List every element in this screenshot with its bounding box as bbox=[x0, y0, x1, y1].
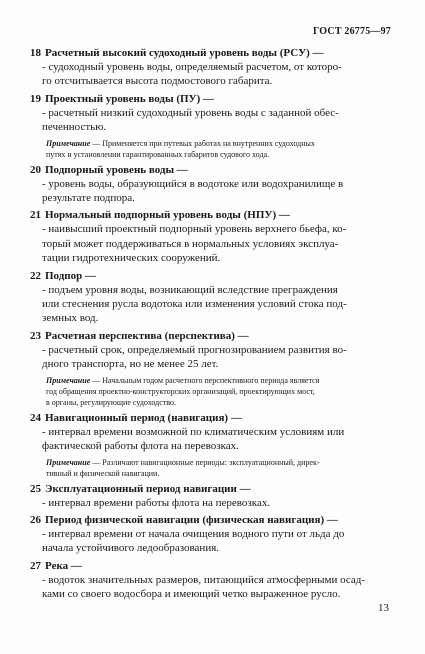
term-heading bbox=[30, 269, 394, 283]
term-title: Подпор — bbox=[45, 269, 97, 282]
definition-line: - интервал времени работы флота на перевозках. bbox=[42, 496, 271, 509]
term-number: 24 bbox=[30, 411, 41, 424]
definition-line: - интервал времени от начала очищения водного пути от льда до bbox=[42, 527, 345, 540]
definition-line: дного транспорта, но не менее 25 лет. bbox=[42, 358, 219, 371]
term-title: Период физической навигации (физическая навигация) — bbox=[45, 513, 338, 526]
term-heading bbox=[30, 92, 394, 106]
term-number: 22 bbox=[30, 269, 41, 282]
note-label: Примечание bbox=[46, 375, 91, 385]
term-heading bbox=[30, 513, 394, 527]
term-title: Расчетный высокий судоходный уровень воды (РСУ) — bbox=[45, 47, 324, 59]
note-text: — Применяется при путевых работах на внутренних судоходных bbox=[90, 138, 315, 148]
definition-line: - наивысший проектный подпорный уровень верхнего бьефа, ко- bbox=[42, 223, 347, 236]
definition-line: тации гидротехнических сооружений. bbox=[42, 252, 221, 265]
note-text: — Различают навигационные периоды: эксплуатационный, дирек- bbox=[90, 457, 320, 467]
note-line: путях и установлении гарантированных габаритов судового хода. bbox=[46, 149, 270, 159]
term-title: Расчетная перспектива (перспектива) — bbox=[45, 329, 249, 342]
term-definition bbox=[30, 222, 394, 265]
note-line bbox=[46, 138, 394, 149]
definition-line: фактической работы флота на перевозках. bbox=[42, 440, 239, 453]
note-line: год обращения проектно-конструкторских организаций, проектирующих мост, bbox=[46, 386, 315, 396]
term-definition bbox=[30, 573, 394, 602]
definition-line: начала устойчивого ледообразования. bbox=[42, 542, 220, 555]
term-heading bbox=[30, 329, 394, 343]
term-heading bbox=[30, 46, 394, 60]
term-note bbox=[30, 138, 394, 160]
note-line bbox=[46, 375, 394, 386]
definition-line: - расчетный низкий судоходный уровень воды с заданной обес- bbox=[42, 106, 339, 119]
definition-line: результате подпора. bbox=[42, 192, 135, 205]
standard-number-header: ГОСТ 26775—97 bbox=[312, 26, 391, 37]
term-number: 21 bbox=[30, 209, 41, 222]
definition-line: или стеснения русла водотока или изменения условий стока под- bbox=[42, 298, 347, 311]
definition-line: - интервал времени возможной по климатическим условиям или bbox=[42, 425, 345, 438]
definition-line: го отсчитывается высота подмостового габарита. bbox=[42, 75, 273, 88]
definition-line: - водоток значительных размеров, питающийся атмосферными осад- bbox=[42, 573, 366, 586]
term-number: 27 bbox=[30, 559, 41, 572]
note-line: в органы, регулирующие судоходство. bbox=[46, 397, 176, 407]
definition-line: - уровень воды, образующийся в водотоке или водохранилище в bbox=[42, 177, 344, 190]
term-number: 20 bbox=[30, 163, 41, 176]
terms-list bbox=[30, 46, 394, 602]
term-definition bbox=[30, 527, 394, 556]
term-definition bbox=[30, 496, 394, 510]
note-line bbox=[46, 457, 394, 468]
term-title: Эксплуатационный период навигации — bbox=[45, 482, 251, 495]
term-heading bbox=[30, 411, 394, 425]
term-definition bbox=[30, 106, 394, 135]
term-number: 23 bbox=[30, 329, 41, 342]
term-definition bbox=[30, 343, 394, 372]
term-title: Подпорный уровень воды — bbox=[45, 163, 188, 176]
term-number: 18 bbox=[30, 47, 41, 59]
term-heading bbox=[30, 482, 394, 496]
term-number: 26 bbox=[30, 513, 41, 526]
note-label: Примечание bbox=[46, 138, 91, 148]
term-definition bbox=[30, 283, 394, 326]
term-definition bbox=[30, 60, 394, 89]
definition-line: земных вод. bbox=[42, 312, 99, 325]
term-note bbox=[30, 375, 394, 408]
term-number: 25 bbox=[30, 482, 41, 495]
note-text: — Начальным годом расчетного перспективного периода является bbox=[90, 375, 320, 385]
definition-line: ками со своего водосбора и имеющий четко выраженное русло. bbox=[42, 588, 341, 601]
term-heading bbox=[30, 163, 394, 177]
term-note bbox=[30, 457, 394, 479]
term-definition bbox=[30, 177, 394, 206]
term-number: 19 bbox=[30, 92, 41, 105]
term-heading bbox=[30, 208, 394, 222]
note-label: Примечание bbox=[46, 457, 91, 467]
term-title: Река — bbox=[45, 559, 82, 572]
definition-line: - расчетный срок, определяемый прогнозированием развития во- bbox=[42, 343, 347, 356]
note-line: тивный и физической навигации. bbox=[46, 468, 160, 478]
definition-line: торый может поддерживаться в нормальных условиях эксплуа- bbox=[42, 237, 339, 250]
term-heading bbox=[30, 559, 394, 573]
term-definition bbox=[30, 425, 394, 454]
term-title: Навигационный период (навигация) — bbox=[45, 411, 242, 424]
term-title: Проектный уровень воды (ПУ) — bbox=[45, 92, 215, 105]
definition-line: печенностью. bbox=[42, 121, 107, 134]
definition-line: - подъем уровня воды, возникающий вследствие преграждения bbox=[42, 283, 338, 296]
page-number: 13 bbox=[378, 602, 389, 614]
definition-line: - судоходный уровень воды, определяемый расчетом, от которо- bbox=[42, 61, 342, 73]
term-title: Нормальный подпорный уровень воды (НПУ) — bbox=[45, 209, 290, 222]
